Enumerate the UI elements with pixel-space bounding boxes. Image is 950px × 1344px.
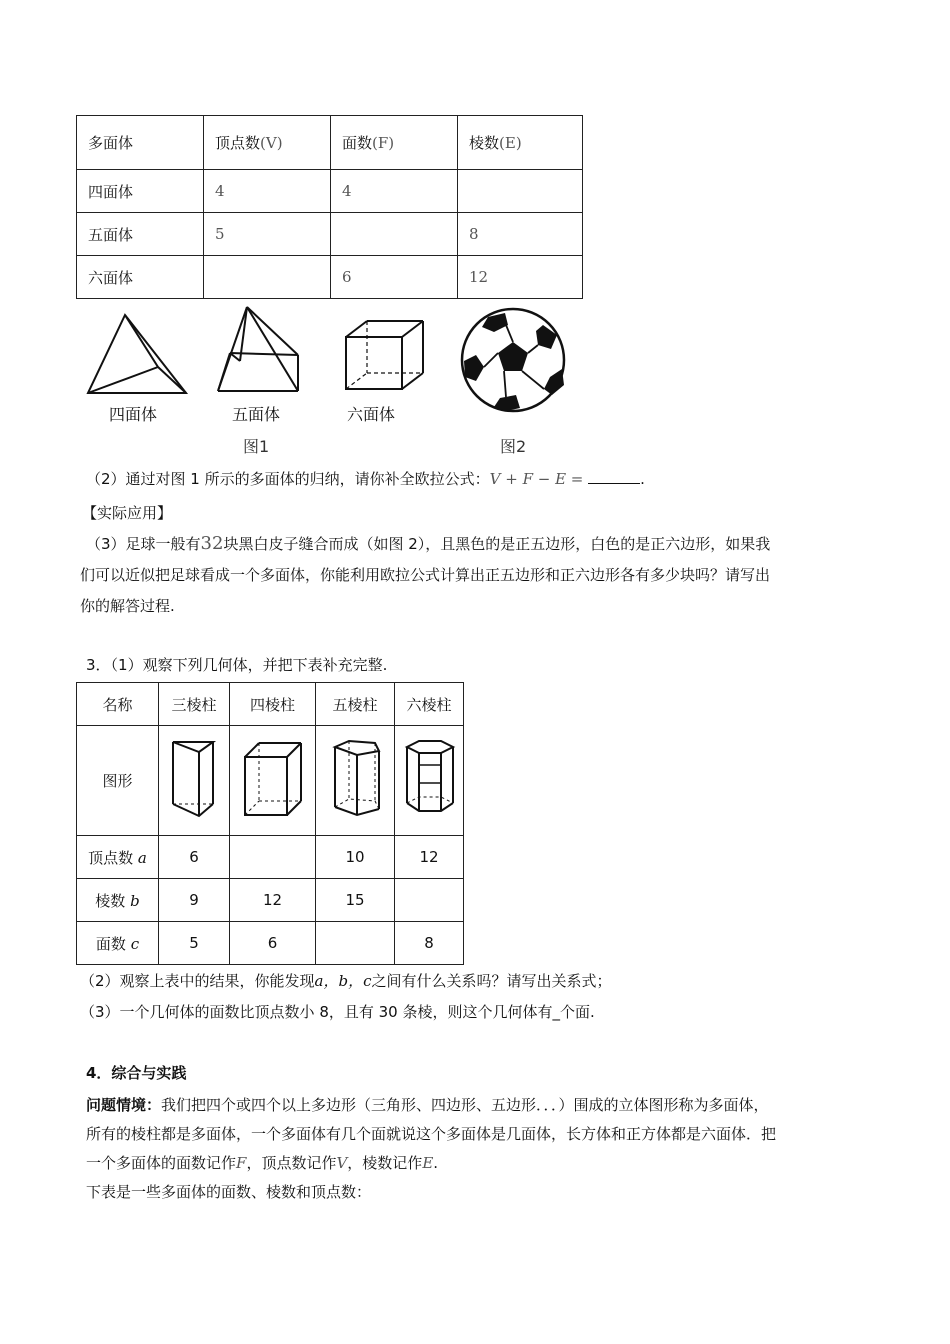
- row-label: 棱数 b: [77, 879, 159, 922]
- header-cell: 多面体: [77, 116, 204, 170]
- question-4-line-1: 问题情境：我们把四个或四个以上多边形（三角形、四边形、五边形．．．）围成的立体图形称为多面体，: [86, 1096, 769, 1114]
- hexagonal-prism-cell: [395, 726, 464, 836]
- question-3-title: 3．（1）观察下列几何体，并把下表补充完整.: [86, 656, 388, 674]
- question-2-part-2: （2）通过对图 1 所示的多面体的归纳，请你补全欧拉公式：V + F − E = .: [86, 470, 645, 488]
- cube-drawing: [346, 321, 423, 389]
- question-4-title: 4．综合与实践: [86, 1064, 187, 1082]
- table-cell: 四面体: [77, 170, 204, 213]
- prism-table: [76, 682, 464, 965]
- row-label: 面数 c: [77, 922, 159, 965]
- table-cell: [204, 256, 331, 299]
- table-cell: 6: [331, 256, 458, 299]
- pentahedron-label: 五面体: [232, 405, 281, 424]
- header-cell: 三棱柱: [159, 683, 230, 726]
- table-cell: 12: [458, 256, 583, 299]
- section-heading-application: 【实际应用】: [82, 504, 173, 522]
- table-cell: 12: [395, 836, 464, 879]
- header-cell: 五棱柱: [316, 683, 395, 726]
- table-cell: [230, 836, 316, 879]
- hexagonal-prism-drawing: [401, 737, 457, 821]
- table-cell: 4: [204, 170, 331, 213]
- table-cell: 15: [316, 879, 395, 922]
- question-4-line-3: 一个多面体的面数记作F，顶点数记作V，棱数记作E.: [86, 1154, 439, 1172]
- table-cell: 4: [331, 170, 458, 213]
- answer-blank[interactable]: [588, 469, 640, 484]
- triangular-prism-drawing: [169, 734, 219, 824]
- row-label: 图形: [77, 726, 159, 836]
- quadrangular-prism-drawing: [241, 737, 305, 821]
- question-4-line-4: 下表是一些多面体的面数、棱数和顶点数：: [86, 1183, 372, 1201]
- table-cell: 9: [159, 879, 230, 922]
- table-cell: [458, 170, 583, 213]
- table-cell: 8: [395, 922, 464, 965]
- row-label: 顶点数 a: [77, 836, 159, 879]
- figure-polyhedra: [80, 305, 580, 415]
- table-cell: 12: [230, 879, 316, 922]
- figure2-caption: 图2: [500, 437, 527, 456]
- header-cell: 六棱柱: [395, 683, 464, 726]
- tetrahedron-drawing: [88, 315, 186, 393]
- polyhedra-table: [76, 115, 583, 299]
- table-cell: [331, 213, 458, 256]
- euler-formula: V + F − E =: [489, 470, 584, 488]
- question-3-part-2: （2）观察上表中的结果，你能发现a，b，c之间有什么关系吗？请写出关系式；: [80, 972, 612, 990]
- header-cell: 面数(F): [331, 116, 458, 170]
- question-2-part-3-line-1: （3）足球一般有32块黑白皮子缝合而成（如图 2），且黑色的是正五边形，白色的是正六边形，如果我: [86, 533, 771, 554]
- pyramid-drawing: [218, 307, 298, 391]
- pentagonal-prism-drawing: [327, 737, 383, 821]
- hexahedron-label: 六面体: [347, 405, 396, 424]
- table-cell: 6: [159, 836, 230, 879]
- question-2-part-3-line-2: 们可以近似把足球看成一个多面体，你能利用欧拉公式计算出正五边形和正六边形各有多少块吗？请写出: [80, 566, 771, 584]
- header-cell: 顶点数(V): [204, 116, 331, 170]
- table-cell: 8: [458, 213, 583, 256]
- table-cell: 6: [230, 922, 316, 965]
- table-cell: [316, 922, 395, 965]
- pentagonal-prism-cell: [316, 726, 395, 836]
- table-cell: [395, 879, 464, 922]
- quadrangular-prism-cell: [230, 726, 316, 836]
- tetrahedron-label: 四面体: [109, 405, 158, 424]
- table-cell: 五面体: [77, 213, 204, 256]
- question-4-line-2: 所有的棱柱都是多面体，一个多面体有几个面就说这个多面体是几面体，长方体和正方体都是六面体．把: [86, 1125, 777, 1143]
- triangular-prism-cell: [159, 726, 230, 836]
- table-cell: 5: [204, 213, 331, 256]
- table-cell: 10: [316, 836, 395, 879]
- question-3-part-3: （3）一个几何体的面数比顶点数小 8，且有 30 条棱，则这个几何体有_个面.: [80, 1003, 595, 1021]
- table-cell: 5: [159, 922, 230, 965]
- figure1-caption: 图1: [243, 437, 270, 456]
- table-cell: 六面体: [77, 256, 204, 299]
- soccer-ball-drawing: [462, 309, 564, 411]
- header-cell: 棱数(E): [458, 116, 583, 170]
- header-cell: 名称: [77, 683, 159, 726]
- question-2-part-3-line-3: 你的解答过程.: [80, 597, 175, 615]
- header-cell: 四棱柱: [230, 683, 316, 726]
